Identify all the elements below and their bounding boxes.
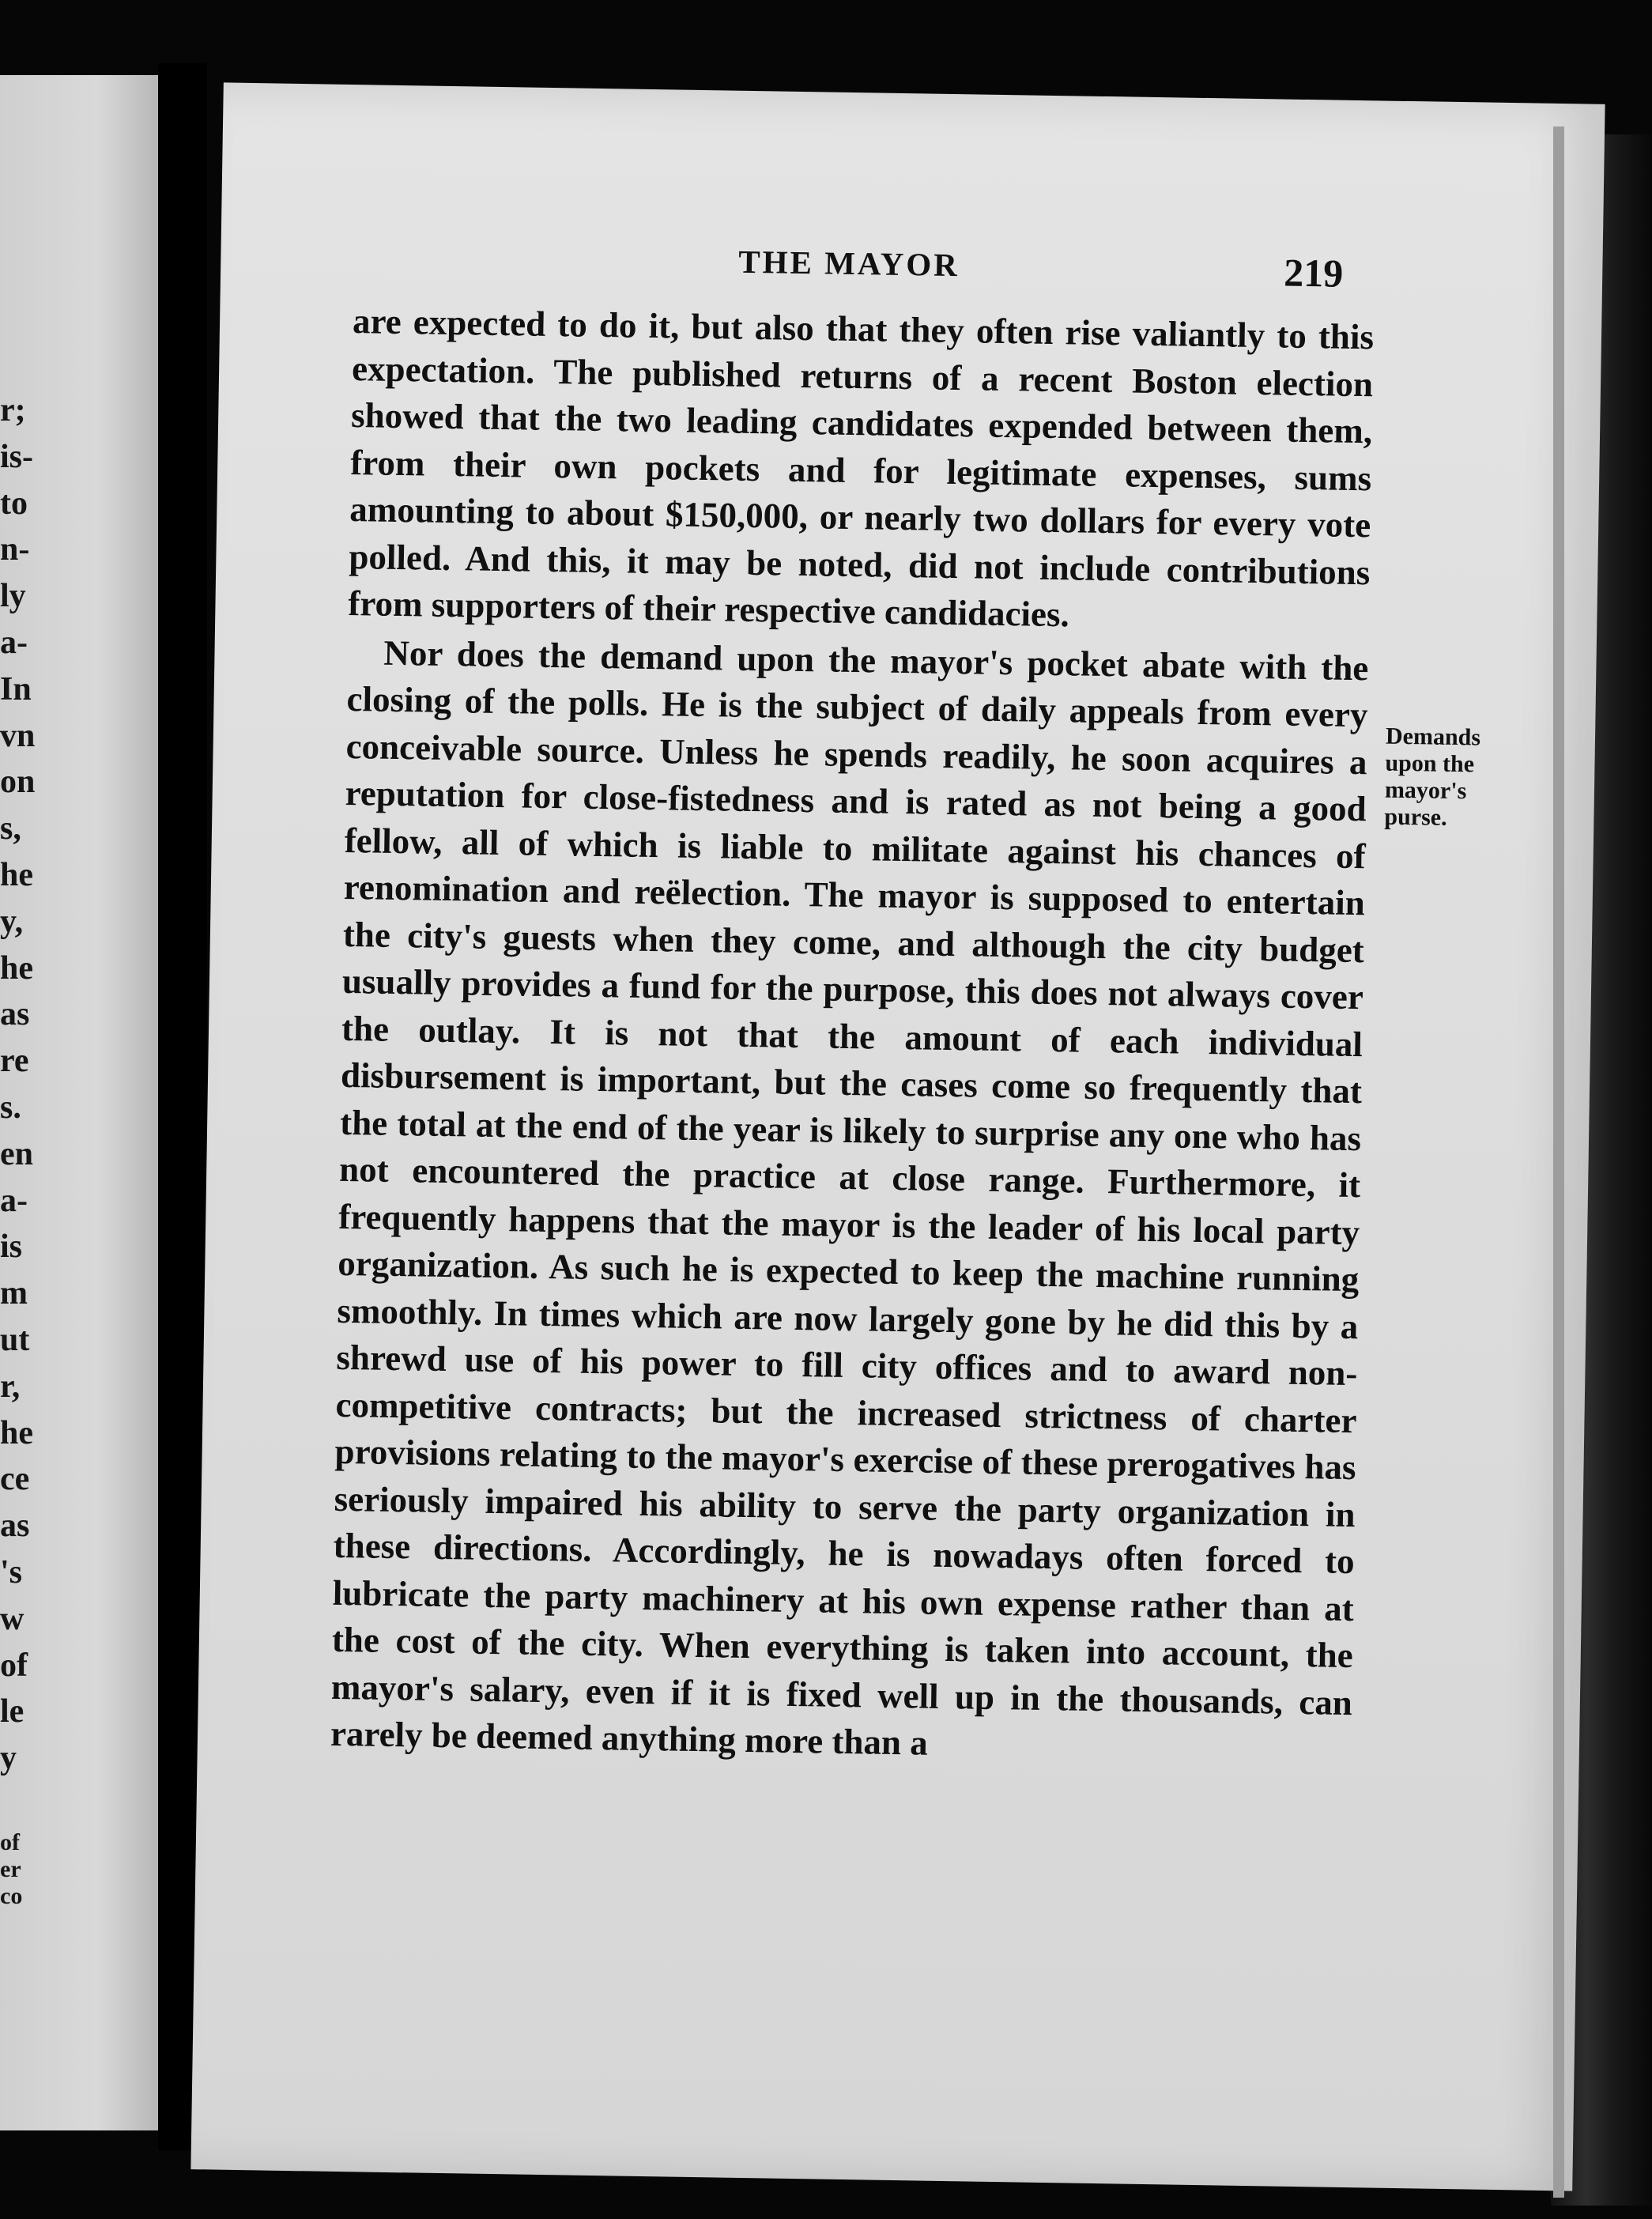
line-ending: vn (0, 717, 36, 754)
page-number: 219 (1283, 250, 1344, 296)
line-ending: he (0, 856, 33, 893)
line-ending: is- (0, 438, 33, 475)
line-ending: is (0, 1228, 23, 1266)
line-ending: on (0, 764, 36, 801)
line-ending: of (0, 1647, 28, 1684)
line-ending: s, (0, 810, 21, 847)
running-head-title: THE MAYOR (738, 243, 960, 284)
line-ending: a- (0, 1182, 28, 1219)
line-ending: s. (0, 1089, 21, 1126)
line-ending: w (0, 1600, 25, 1637)
line-ending: en (0, 1135, 33, 1172)
line-ending: 's (0, 1553, 23, 1591)
line-ending: ut (0, 1321, 30, 1358)
line-ending: he (0, 1414, 33, 1451)
spacer (0, 1782, 68, 1829)
line-ending: ce (0, 1461, 30, 1498)
line-ending: re (0, 1043, 29, 1080)
line-ending: le (0, 1693, 25, 1730)
line-ending: as (0, 996, 30, 1033)
paragraph-continued: are expected to do it, but also that they often rise valiantly to this expectation. The published returns of a recent Boston election showed that the two leading candidates expended between them, from their own pockets and for legitimate expenses, sums amounting to about $150,000, or nearly two dollars for every vote polled. And this, it may be noted, did not include contributions from supporters of their respective candidacies. (348, 301, 1375, 635)
body-text (330, 298, 1375, 1774)
line-ending: In (0, 670, 32, 708)
line-ending: ly (0, 578, 26, 615)
footnote-ending: of (0, 1828, 20, 1855)
line-ending: n- (0, 531, 30, 568)
line-ending: as (0, 1508, 30, 1545)
line-ending: y (0, 1740, 17, 1777)
line-ending: to (0, 485, 28, 522)
facing-page-line-endings (0, 387, 68, 1910)
line-ending: he (0, 949, 33, 987)
paragraph: Nor does the demand upon the mayor's pocket abate with the closing of the polls. He is the subject of daily appeals from every conceivable source. Unless he spends readily, he soon acquires a reputation for close-fistedness and is rated as not being a good fellow, all of which is liable to militate against his chances of renomination and reëlection. The mayor is supposed to entertain the city's guests when they come, and although the city budget usually provides a fund for the purpose, this does not always cover the outlay. It is not that the amount of each individual disbursement is important, but the cases come so frequently that the total at the end of the year is likely to surprise any one who has not encountered the practice at close range. Furthermore, it frequently happens that the mayor is the leader of his local party organization. As such he is expected to keep the machine running smoothly. In times which are now largely gone by he did this by a shrewd use of his power to fill city offices and to award non-competitive contracts; but the increased strictness of charter provisions relating to the mayor's exercise of these prerogatives has seriously impaired his ability to serve the party organization in these directions. Accordingly, he is nowadays often forced to lubricate the party machinery at his own expense rather than at the cost of the city. When everything is taken into account, the mayor's salary, even if it is fixed well up in the thousands, can rarely be deemed anything more than a (330, 632, 1369, 1763)
facing-page-left (0, 75, 162, 2130)
line-ending: r, (0, 1368, 21, 1405)
footnote-ending: co (0, 1882, 23, 1909)
line-ending: y, (0, 903, 24, 940)
page-219 (190, 82, 1605, 2191)
page-edge-right (1553, 126, 1564, 2198)
line-ending: m (0, 1275, 28, 1312)
line-ending: a- (0, 624, 28, 661)
margin-sidenote: Demands upon the mayor's purse. (1384, 723, 1481, 831)
running-head (221, 234, 1603, 303)
line-ending: r; (0, 392, 26, 428)
footnote-ending: er (0, 1855, 21, 1882)
